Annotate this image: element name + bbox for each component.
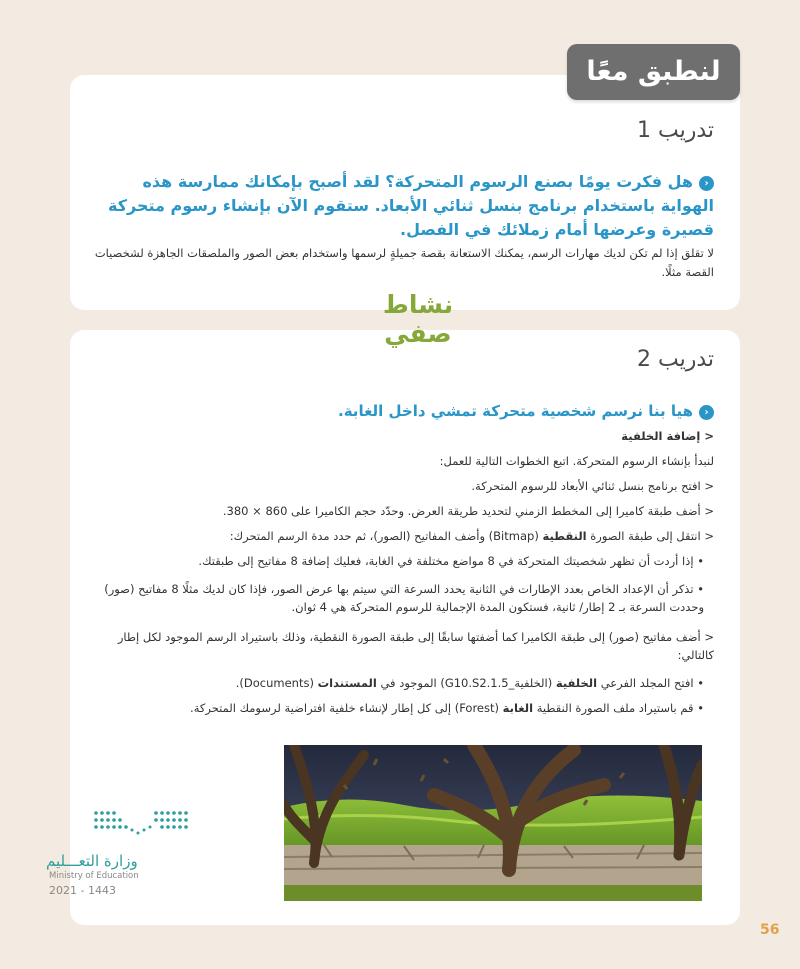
- bullet-2: • تذكر أن الإعداد الخاص بعدد الإطارات في الثانية يحدد السرعة التي سيتم بها عرض الصور، فإذا كان لديك مثلًا 8 مفاتيح (صور) وحددت السرعة بـ 2 إطار/ ثانية، فستكون المدة الإجمالية للرسوم المتحركة هي 4 ثوان.: [104, 582, 704, 614]
- bullet-3-text-e: (Documents).: [235, 676, 318, 690]
- exercise2-lead-text: هيا بنا نرسم شخصية متحركة تمشي داخل الغابة.: [338, 402, 693, 420]
- bullet-2-text: تذكر أن الإعداد الخاص بعدد الإطارات في الثانية يحدد السرعة التي سيتم بها عرض الصور، فإذا كان لديك مثلًا 8 مفاتيح (صور) وحددت السرعة بـ 2 إطار/ ثانية، فستكون المدة الإجمالية للرسوم المتحركة هي 4 ثوان.: [104, 582, 704, 614]
- page-number: 56: [760, 922, 780, 938]
- section-heading-text: إضافة الخلفية: [621, 429, 701, 443]
- bullet-4-text-a: قم باستيراد ملف الصورة النقطية: [533, 701, 694, 715]
- forest-illustration: [284, 745, 702, 901]
- step-4: < أضف مفاتيح (صور) إلى طبقة الكاميرا كما أضفتها سابقًا إلى طبقة الصورة النقطية، وذلك باستيراد الرسم الموجود لكل إطار كالتالي:: [117, 630, 714, 662]
- exercise1-title: تدريب 1: [636, 118, 714, 143]
- chevron-left-icon: ‹: [699, 405, 714, 420]
- ministry-name-english: Ministry of Education: [49, 871, 139, 881]
- step-3-text-b: النقطية: [542, 529, 587, 543]
- exercise2-title: تدريب 2: [636, 347, 714, 372]
- bullet-3-text-d: المستندات: [317, 676, 377, 690]
- chevron-left-icon: ‹: [699, 176, 714, 191]
- step-2: < أضف طبقة كاميرا إلى المخطط الزمني لتحديد طريقة العرض. وحدّد حجم الكاميرا على 860 × 380.: [222, 504, 714, 518]
- step-1: < افتح برنامج بنسل ثنائي الأبعاد للرسوم المتحركة.: [471, 479, 714, 493]
- intro-text: لنبدأ بإنشاء الرسوم المتحركة. اتبع الخطوات التالية للعمل:: [439, 454, 714, 468]
- forest-image: [284, 745, 702, 901]
- step-3: < انتقل إلى طبقة الصورة النقطية (Bitmap) وأضف المفاتيح (الصور)، ثم حدد مدة الرسم المتحرك:: [229, 529, 714, 543]
- bullet-4-text-c: (Forest) إلى كل إطار لإنشاء خلفية افتراضية لرسومك المتحركة.: [190, 701, 503, 715]
- ministry-year: 2021 - 1443: [49, 884, 116, 897]
- exercise1-note: لا تقلق إذا لم تكن لديك مهارات الرسم، يمكنك الاستعانة بقصة جميلةٍ لرسمها واستخدام بعض الصور والملصقات الجاهزة لشخصيات القصة مثلًا.: [94, 246, 714, 279]
- bullet-4: • قم باستيراد ملف الصورة النقطية الغابة (Forest) إلى كل إطار لإنشاء خلفية افتراضية لرسومك المتحركة.: [190, 701, 704, 715]
- bullet-3-text-c: (الخلفية_G10.S2.1.5) الموجود في: [376, 676, 556, 690]
- step-3-text-a: انتقل إلى طبقة الصورة: [586, 529, 701, 543]
- bullet-1: • إذا أردت أن تظهر شخصيتك المتحركة في 8 مواضع مختلفة في الغابة، فعليك إضافة 8 مفاتيح إلى طبقتك.: [198, 554, 704, 568]
- step-2-text: أضف طبقة كاميرا إلى المخطط الزمني لتحديد طريقة العرض. وحدّد حجم الكاميرا على 860 × 380.: [222, 504, 701, 518]
- ministry-name-arabic: وزارة التعـــليم: [46, 852, 138, 870]
- section-banner: لنطبق معًا: [567, 44, 740, 100]
- step-4-text: أضف مفاتيح (صور) إلى طبقة الكاميرا كما أضفتها سابقًا إلى طبقة الصورة النقطية، وذلك باستيراد الرسم الموجود لكل إطار كالتالي:: [117, 630, 714, 662]
- step-1-text: افتح برنامج بنسل ثنائي الأبعاد للرسوم المتحركة.: [471, 479, 701, 493]
- bullet-4-text-b: الغابة: [502, 701, 534, 715]
- exercise1-lead-text: هل فكرت يومًا بصنع الرسوم المتحركة؟ لقد أصبح بإمكانك ممارسة هذه الهواية باستخدام برنامج بنسل ثنائي الأبعاد. ستقوم الآن بإنشاء رسوم متحركة قصيرة وعرضها أمام زملائك في الفصل.: [108, 172, 714, 239]
- ministry-logo: [46, 808, 196, 908]
- bullet-3-text-a: افتح المجلد الفرعي: [597, 676, 694, 690]
- exercise2-lead: [114, 400, 714, 422]
- activity-label: نشاط صفي: [382, 290, 454, 348]
- ministry-dots-icon: [94, 808, 194, 848]
- section-heading: < إضافة الخلفية: [621, 429, 714, 443]
- bullet-3: • افتح المجلد الفرعي الخلفية (الخلفية_G10.S2.1.5) الموجود في المستندات (Documents).: [235, 676, 704, 690]
- bullet-1-text: إذا أردت أن تظهر شخصيتك المتحركة في 8 مواضع مختلفة في الغابة، فعليك إضافة 8 مفاتيح إلى طبقتك.: [198, 554, 694, 568]
- step-3-text-c: (Bitmap) وأضف المفاتيح (الصور)، ثم حدد مدة الرسم المتحرك:: [229, 529, 543, 543]
- exercise1-lead: [94, 170, 714, 242]
- bullet-3-text-b: الخلفية: [555, 676, 598, 690]
